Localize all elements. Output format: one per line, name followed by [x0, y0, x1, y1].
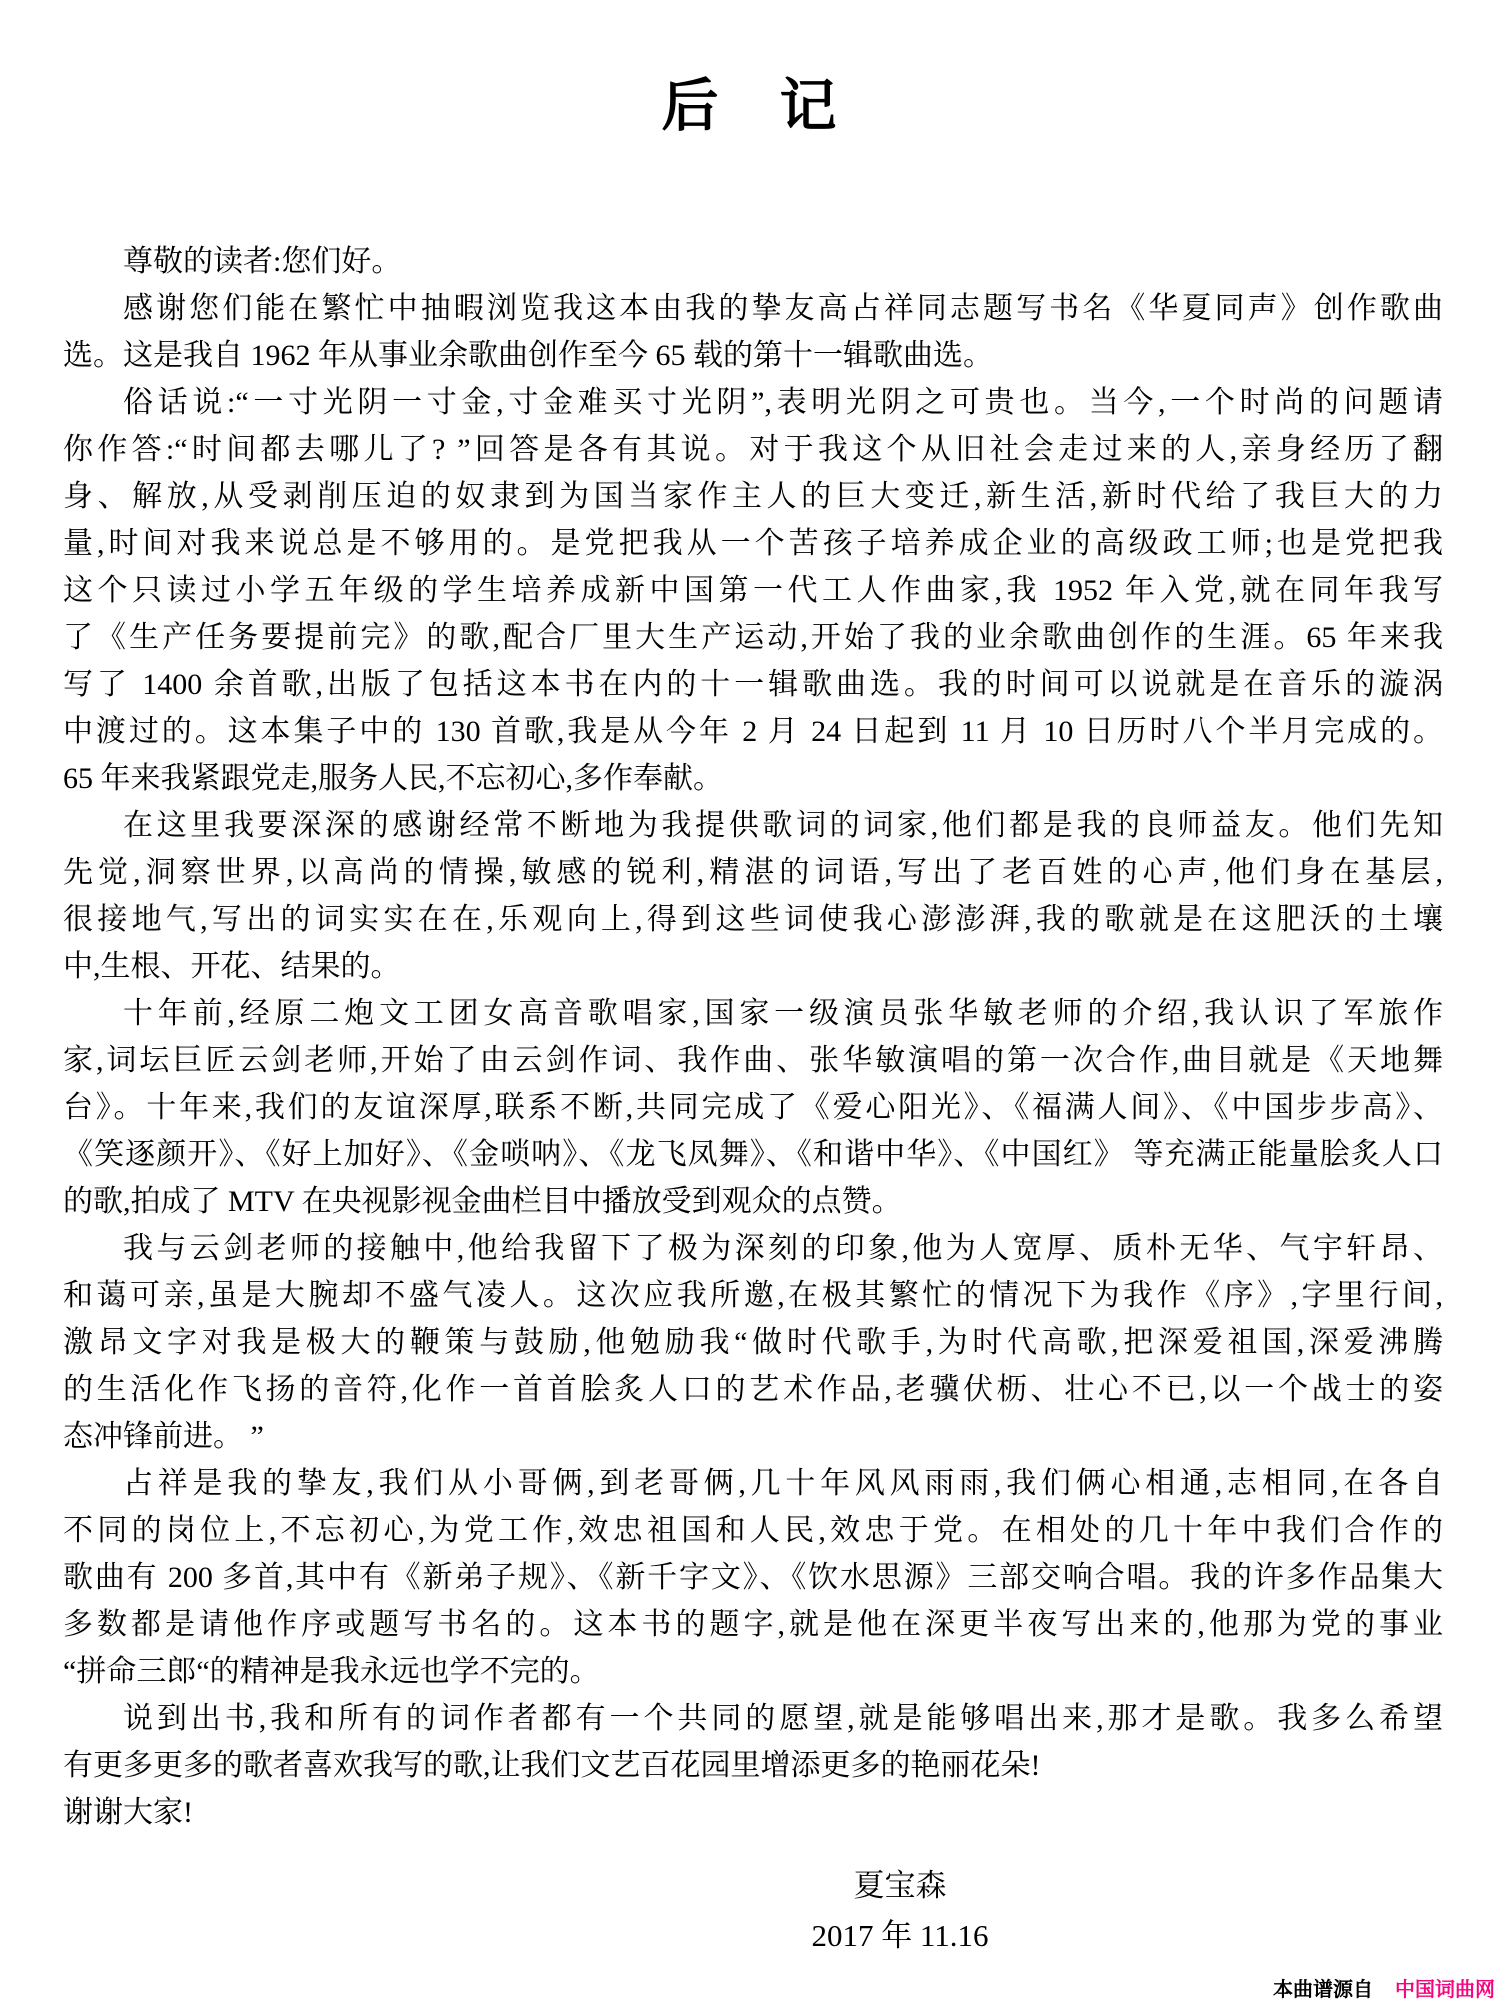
text-line: 的生活化作飞扬的音符,化作一首首脍炙人口的艺术作品,老骥伏枥、壮心不已,以一个战士的姿	[63, 1373, 1443, 1406]
footer-site-link[interactable]: 中国词曲网	[1395, 1979, 1495, 2001]
text-line: 歌曲有 200 多首,其中有《新弟子规》、《新千字文》、《饮水思源》三部交响合唱。我的许多作品集大	[63, 1561, 1443, 1594]
text-line: 不同的岗位上,不忘初心,为党工作,效忠祖国和人民,效忠于党。在相处的几十年中我们合作的	[63, 1514, 1443, 1547]
footer-credit-prefix: 本曲谱源自	[1273, 1979, 1373, 2001]
text-line: 多数都是请他作序或题写书名的。这本书的题字,就是他在深更半夜写出来的,他那为党的事业	[63, 1608, 1443, 1641]
text-line: 65 年来我紧跟党走,服务人民,不忘初心,多作奉献。	[63, 762, 723, 795]
text-line: 的歌,拍成了 MTV 在央视影视金曲栏目中播放受到观众的点赞。	[63, 1185, 902, 1218]
text-line: 十年前,经原二炮文工团女高音歌唱家,国家一级演员张华敏老师的介绍,我认识了军旅作	[123, 997, 1443, 1030]
text-line: “拼命三郎“的精神是我永远也学不完的。	[63, 1655, 600, 1688]
text-line: 《笑逐颜开》、《好上加好》、《金唢呐》、《龙飞凤舞》、《和谐中华》、《中国红》 等充满正能量脍炙人口	[63, 1138, 1443, 1171]
text-line: 谢谢大家!	[63, 1796, 193, 1829]
text-line: 占祥是我的挚友,我们从小哥俩,到老哥俩,几十年风风雨雨,我们俩心相通,志相同,在各自	[123, 1467, 1443, 1500]
text-line: 家,词坛巨匠云剑老师,开始了由云剑作词、我作曲、张华敏演唱的第一次合作,曲目就是《天地舞	[63, 1044, 1443, 1077]
text-line: 中,生根、开花、结果的。	[63, 950, 401, 983]
text-line: 和蔼可亲,虽是大腕却不盛气凌人。这次应我所邀,在极其繁忙的情况下为我作《序》,字里行间,	[63, 1279, 1443, 1312]
signature-name: 夏宝森	[853, 1868, 947, 1903]
text-line: 你作答:“时间都去哪儿了? ”回答是各有其说。对于我这个从旧社会走过来的人,亲身经历了翻	[63, 433, 1443, 466]
text-line: 量,时间对我来说总是不够用的。是党把我从一个苦孩子培养成企业的高级政工师;也是党把我	[63, 527, 1443, 560]
text-line: 台》。十年来,我们的友谊深厚,联系不断,共同完成了《爱心阳光》、《福满人间》、《中国步步高》、	[63, 1091, 1443, 1124]
text-line: 写了 1400 余首歌,出版了包括这本书在内的十一辑歌曲选。我的时间可以说就是在音乐的漩涡	[63, 668, 1443, 701]
text-line: 了《生产任务要提前完》的歌,配合厂里大生产运动,开始了我的业余歌曲创作的生涯。65 年来我	[63, 621, 1443, 654]
text-line: 有更多更多的歌者喜欢我写的歌,让我们文艺百花园里增添更多的艳丽花朵!	[63, 1749, 1041, 1782]
text-line: 在这里我要深深的感谢经常不断地为我提供歌词的词家,他们都是我的良师益友。他们先知	[123, 809, 1443, 842]
text-line: 选。这是我自 1962 年从事业余歌曲创作至今 65 载的第十一辑歌曲选。	[63, 339, 993, 372]
text-line: 激昂文字对我是极大的鞭策与鼓励,他勉励我“做时代歌手,为时代高歌,把深爱祖国,深爱沸腾	[63, 1326, 1443, 1359]
text-line: 俗话说:“一寸光阴一寸金,寸金难买寸光阴”,表明光阴之可贵也。当今,一个时尚的问题请	[123, 386, 1443, 419]
signature-date: 2017 年 11.16	[811, 1918, 989, 1953]
text-line: 我与云剑老师的接触中,他给我留下了极为深刻的印象,他为人宽厚、质朴无华、气宇轩昂、	[123, 1232, 1443, 1265]
body-text	[63, 238, 1443, 1836]
text-line: 感谢您们能在繁忙中抽暇浏览我这本由我的挚友高占祥同志题写书名《华夏同声》创作歌曲	[123, 292, 1443, 325]
signature-block	[600, 1862, 1200, 1959]
text-line: 尊敬的读者:您们好。	[123, 245, 402, 278]
text-line: 这个只读过小学五年级的学生培养成新中国第一代工人作曲家,我 1952 年入党,就在同年我写	[63, 574, 1443, 607]
footer-credit	[1273, 1979, 1495, 2001]
text-line: 中渡过的。这本集子中的 130 首歌,我是从今年 2 月 24 日起到 11 月 10 日历时八个半月完成的。	[63, 715, 1443, 748]
text-line: 先觉,洞察世界,以高尚的情操,敏感的锐利,精湛的词语,写出了老百姓的心声,他们身在基层,	[63, 856, 1443, 889]
text-line: 身、解放,从受剥削压迫的奴隶到为国当家作主人的巨大变迁,新生活,新时代给了我巨大的力	[63, 480, 1443, 513]
text-line: 态冲锋前进。 ”	[63, 1420, 264, 1453]
text-line: 很接地气,写出的词实实在在,乐观向上,得到这些词使我心澎澎湃,我的歌就是在这肥沃的土壤	[63, 903, 1443, 936]
text-line: 说到出书,我和所有的词作者都有一个共同的愿望,就是能够唱出来,那才是歌。我多么希望	[123, 1702, 1443, 1735]
page-title: 后 记	[661, 75, 839, 138]
